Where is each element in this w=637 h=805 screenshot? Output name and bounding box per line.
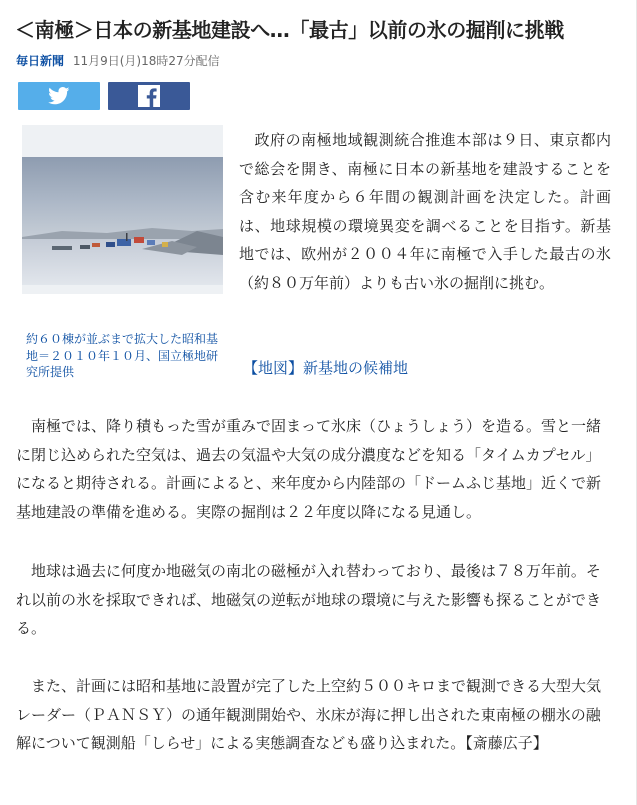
facebook-f-icon [138,85,160,107]
body-paragraph: また、計画には昭和基地に設置が完了した上空約５００キロまで観測できる大型大気レーダー（ＰＡＮＳＹ）の通年観測開始や、氷床が海に押し出された東南極の棚氷の融解について観測船「しらせ」による実態調査なども盛り込まれた。【斎藤広子】 [16,677,602,752]
article-byline [16,53,220,69]
map-link[interactable]: 【地図】新基地の候補地 [243,359,409,377]
news-source-link[interactable]: 毎日新聞 [16,54,65,68]
lead-paragraph: 政府の南極地域観測統合推進本部は９日、東京都内で総会を開き、南極に日本の新基地を建設することを含む来年度から６年間の観測計画を決定した。計画は、地球規模の環境異変を調べることを目指す。新基地では、欧州が２００４年に南極で入手した最古の氷（約８０万年前）よりも古い氷の掘削に挑む。 [239,131,611,292]
article-photo[interactable] [22,125,223,294]
article-title: ＜南極＞日本の新基地建設へ…「最古」以前の氷の掘削に挑戦 [15,18,564,42]
body-paragraph: 地球は過去に何度か地磁気の南北の磁極が入れ替わっており、最後は７８万年前。それ以前の氷を採取できれば、地磁気の逆転が地球の環境に与えた影響も探ることができる。 [16,562,602,637]
twitter-bird-icon [48,87,70,105]
publish-datetime: 11月9日(月)18時27分配信 [72,54,220,68]
facebook-share-button[interactable] [108,82,190,110]
showa-station-photo [22,125,223,294]
twitter-share-button[interactable] [18,82,100,110]
photo-caption-link[interactable]: 約６０棟が並ぶまで拡大した昭和基地＝２０１０年１０月、国立極地研究所提供 [26,332,219,379]
body-paragraph: 南極では、降り積もった雪が重みで固まって氷床（ひょうしょう）を造る。雪と一緒に閉じ込められた空気は、過去の気温や大気の成分濃度などを知る「タイムカプセル」になると期待される。計画によると、来年度から内陸部の「ドームふじ基地」近くで新基地建設の準備を進める。実際の掘削は２２年度以降になる見通し。 [16,417,602,521]
